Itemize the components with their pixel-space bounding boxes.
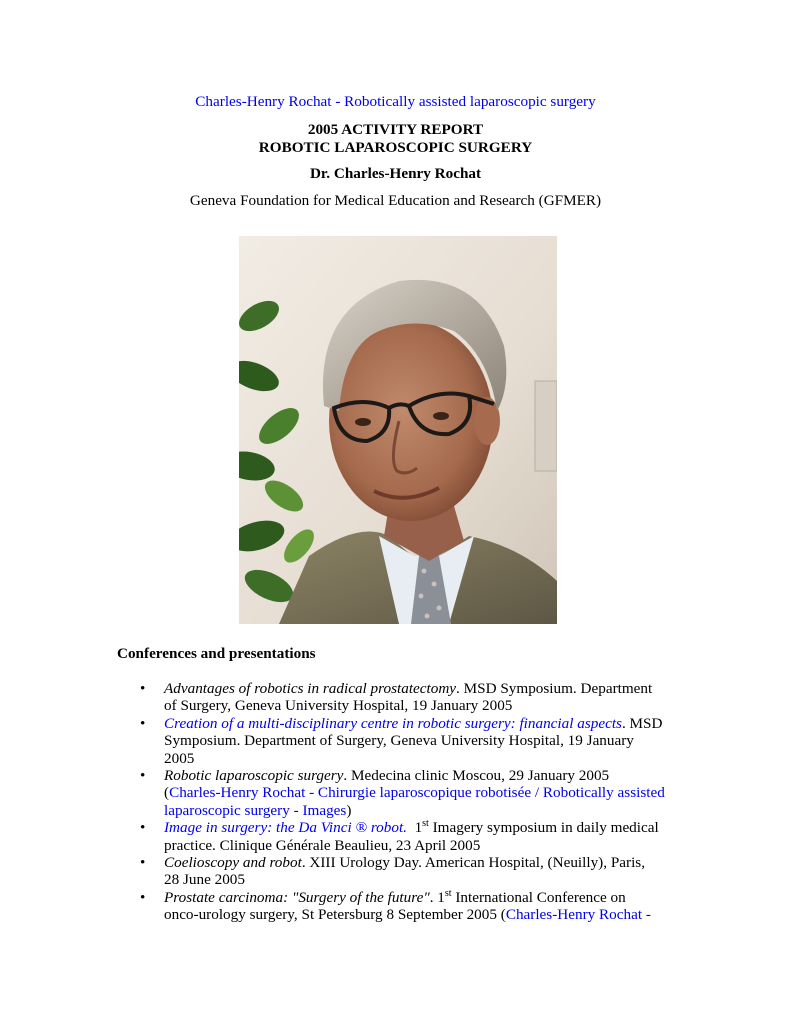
list-item <box>120 854 680 889</box>
list-item <box>120 767 680 819</box>
ordinal-suffix: st <box>422 818 429 830</box>
presentation-detail: 28 June 2005 <box>164 871 245 889</box>
images-link-continued[interactable]: laparoscopic surgery - Images <box>164 801 347 819</box>
presentation-detail: practice. Clinique Générale Beaulieu, 23 April 2005 <box>164 836 481 854</box>
article-link[interactable]: Charles-Henry Rochat - Robotically assisted laparoscopic surgery <box>195 93 596 110</box>
author-name: Dr. Charles-Henry Rochat <box>309 165 482 182</box>
ordinal-suffix: st <box>444 887 452 899</box>
list-item <box>120 680 680 715</box>
presentation-detail: International Conference on <box>451 888 626 906</box>
presentation-title: Coelioscopy and robot <box>164 854 302 872</box>
presentation-detail: . <box>429 888 438 906</box>
list-item <box>120 715 680 767</box>
images-link[interactable]: Charles-Henry Rochat - <box>505 906 651 924</box>
conference-list <box>120 680 680 924</box>
portrait-illustration <box>239 236 557 624</box>
report-title-line2: ROBOTIC LAPAROSCOPIC SURGERY <box>258 139 533 156</box>
portrait-photo <box>239 236 557 624</box>
report-title-line1: 2005 ACTIVITY REPORT <box>307 121 484 138</box>
presentation-detail: of Surgery, Geneva University Hospital, 19 January 2005 <box>164 697 513 715</box>
presentation-title: Prostate carcinoma: "Surgery of the future" <box>164 888 430 906</box>
presentation-detail: . MSD <box>621 714 663 732</box>
ordinal-number: 1 <box>437 888 445 906</box>
presentation-detail: Imagery symposium in daily medical <box>428 819 659 837</box>
presentation-title: Robotic laparoscopic surgery <box>164 767 344 785</box>
section-heading-conferences: Conferences and presentations <box>117 645 316 662</box>
images-link[interactable]: Charles-Henry Rochat - Chirurgie laparoscopique robotisée / Robotically assisted <box>169 784 665 802</box>
top-link-title[interactable] <box>0 93 791 110</box>
presentation-detail: 2005 <box>164 749 195 767</box>
presentation-detail: Symposium. Department of Surgery, Geneva University Hospital, 19 January <box>164 732 634 750</box>
organization-name: Geneva Foundation for Medical Education and Research (GFMER) <box>189 192 602 209</box>
presentation-title-link[interactable]: Image in surgery: the Da Vinci ® robot. <box>164 819 407 837</box>
presentation-detail: . MSD Symposium. Department <box>456 680 653 697</box>
list-item <box>120 889 680 924</box>
report-title <box>0 121 791 157</box>
presentation-title-link[interactable]: Creation of a multi-disciplinary centre in robotic surgery: financial aspects <box>164 714 622 732</box>
presentation-detail: . XIII Urology Day. American Hospital, (Neuilly), Paris, <box>301 854 645 872</box>
presentation-detail: . Medecina clinic Moscou, 29 January 2005 <box>343 767 610 785</box>
presentation-detail: onco-urology surgery, St Petersburg 8 September 2005 ( <box>164 906 506 924</box>
ordinal-number: 1 <box>414 819 423 837</box>
presentation-title: Advantages of robotics in radical prostatectomy <box>164 680 457 697</box>
paren-close: ) <box>346 801 352 819</box>
list-item <box>120 819 680 854</box>
paren-open: ( <box>164 784 170 802</box>
